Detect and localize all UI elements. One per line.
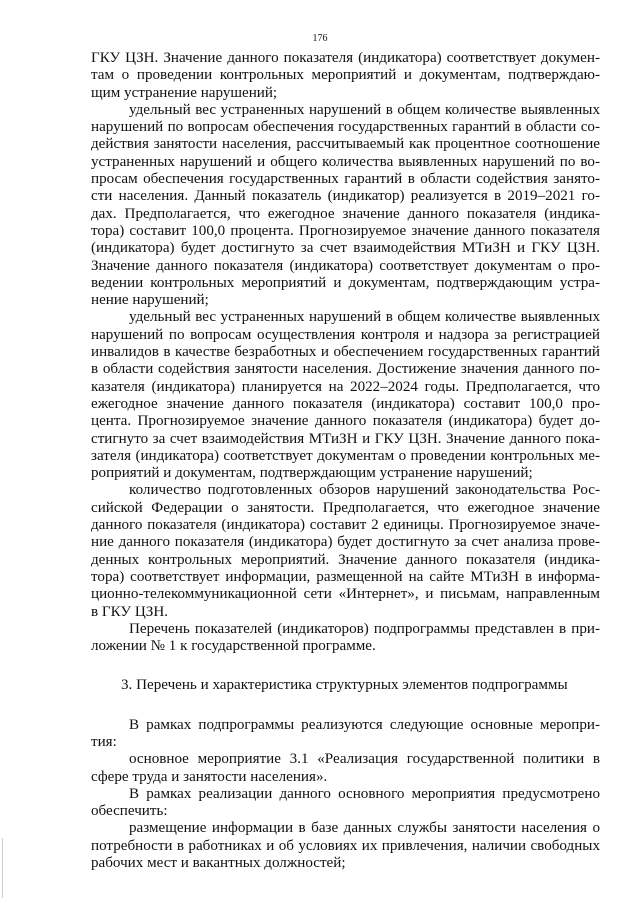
paragraph-1 <box>91 50 600 102</box>
paragraph-7 <box>91 751 600 786</box>
text-line: ежегодное значение данного показателя (индикатора) составит 100,0 про- <box>91 395 600 412</box>
paragraph-9 <box>91 820 600 872</box>
text-line: В рамках реализации данного основного мероприятия предусмотрено <box>129 785 600 802</box>
paragraph-2 <box>91 102 600 310</box>
paragraph-3 <box>91 309 600 482</box>
text-line: щим устранение нарушений; <box>91 84 278 101</box>
text-line: дах. Предполагается, что ежегодное значение данного показателя (индика- <box>91 205 600 222</box>
text-line: ГКУ ЦЗН. Значение данного показателя (индикатора) соответствует докумен- <box>91 50 600 66</box>
text-line: В рамках подпрограммы реализуются следующие основные меропри- <box>129 716 600 733</box>
text-line: инвалидов в качестве безработных и обеспечением государственных гарантий <box>91 344 600 361</box>
text-line: сфере труда и занятости населения». <box>91 768 328 785</box>
text-line: ведении контрольных мероприятий и документам, подтверждающим устра- <box>91 274 600 291</box>
text-line: количество подготовленных обзоров нарушений законодательства Рос- <box>129 482 600 499</box>
text-line: ние данного показателя (индикатора) будет достигнуто за счет анализа прове- <box>91 534 600 551</box>
text-line: сти населения. Данный показатель (индикатор) реализуется в 2019–2021 го- <box>91 188 600 205</box>
text-line: роприятий и документам, подтверждающим устранение нарушений; <box>91 465 533 482</box>
text-line: Значение данного показателя (индикатора) соответствует документам о про- <box>91 257 600 274</box>
text-line: тия: <box>91 733 117 750</box>
text-line: там о проведении контрольных мероприятий и документам, подтверждаю- <box>91 67 600 84</box>
page-number: 176 <box>312 33 328 44</box>
text-line: стигнуто за счет взаимодействия МТиЗН и ГКУ ЦЗН. Значение данного пока- <box>91 430 600 447</box>
text-line: основное мероприятие 3.1 «Реализация государственной политики в <box>129 751 600 768</box>
text-line: нарушений по вопросам осуществления контроля и надзора за регистрацией <box>91 326 600 343</box>
text-line: сийской Федерации о занятости. Предполагается, что ежегодное значение <box>91 499 600 516</box>
text-line: удельный вес устраненных нарушений в общем количестве выявленных <box>129 101 600 118</box>
text-line: нарушений по вопросам обеспечения государственных гарантий в области со- <box>91 119 600 136</box>
text-line: действия занятости населения, рассчитываемый как процентное соотношение <box>91 136 600 153</box>
text-line: в ГКУ ЦЗН. <box>91 603 168 620</box>
paragraph-5 <box>91 621 600 656</box>
text-line: денных контрольных мероприятий. Значение данного показателя (индика- <box>91 551 600 568</box>
text-line: Перечень показателей (индикаторов) подпрограммы представлен в при- <box>129 620 600 637</box>
text-line: размещение информации в базе данных службы занятости населения о <box>129 820 600 837</box>
text-line: ционно-телекоммуникационной сети «Интернет», и письмам, направленным <box>91 586 600 603</box>
text-line: просам обеспечения государственных гарантий в области содействия занято- <box>91 171 600 188</box>
text-line: устраненных нарушений и общего количества выявленных нарушений по во- <box>91 153 600 170</box>
text-line: в области содействия занятости населения. Достижение значения данного по- <box>91 361 600 378</box>
document-body <box>91 50 600 872</box>
text-line: потребности в работниках и об условиях их привлечения, наличии свободных <box>91 837 600 854</box>
text-line: зателя (индикатора) соответствует документам о проведении контрольных ме- <box>91 447 600 464</box>
scan-edge-mark <box>2 838 3 898</box>
paragraph-6 <box>91 717 600 752</box>
section-heading: 3. Перечень и характеристика структурных элементов подпрограммы <box>121 677 568 694</box>
text-line: данного показателя (индикатора) составит 2 единицы. Прогнозируемое значе- <box>91 517 600 534</box>
text-line: (индикатора) будет достигнуто за счет взаимодействия МТиЗН и ГКУ ЦЗН. <box>91 240 600 257</box>
text-line: казателя (индикатора) планируется на 2022–2024 годы. Предполагается, что <box>91 378 600 395</box>
text-line: рабочих мест и вакантных должностей; <box>91 855 346 872</box>
text-line: удельный вес устраненных нарушений в общем количестве выявленных <box>129 309 600 326</box>
paragraph-4 <box>91 482 600 620</box>
text-line: цента. Прогнозируемое значение данного показателя (индикатора) будет до- <box>91 413 600 430</box>
text-line: тора) соответствует информации, размещенной на сайте МТиЗН в информа- <box>91 568 600 585</box>
text-line: обеспечить: <box>91 803 168 820</box>
text-line: ложении № 1 к государственной программе. <box>91 638 376 655</box>
text-line: тора) составит 100,0 процента. Прогнозируемое значение данного показателя <box>91 222 600 239</box>
text-line: нение нарушений; <box>91 292 209 309</box>
paragraph-8 <box>91 786 600 821</box>
